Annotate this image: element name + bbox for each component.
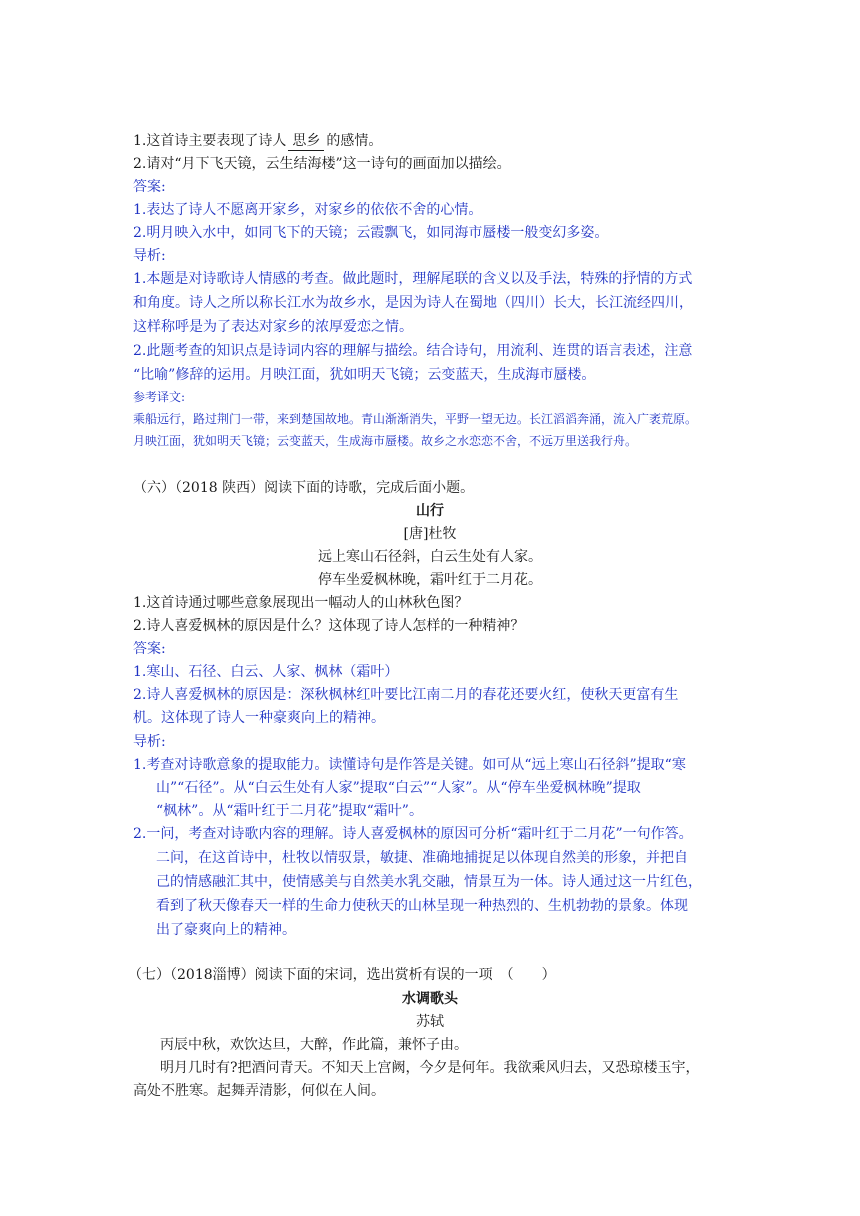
question-1: 1.这首诗通过哪些意象展现出一幅动人的山林秋色图？	[133, 595, 469, 611]
analysis-line: 1.本题是对诗歌诗人情感的考查。做此题时，理解尾联的含义以及手法，特殊的抒情的方式	[133, 271, 693, 287]
answer-label: 答案:	[133, 179, 166, 195]
poem-line: 停车坐爱枫林晚，霜叶红于二月花。	[318, 572, 542, 588]
poem-title: 水调歌头	[402, 991, 458, 1007]
answer-line: 2.明月映入水中，如同飞下的天镜；云霞飘飞，如同海市蜃楼一般变幻多姿。	[133, 225, 609, 241]
analysis-line: 2.一问，考查对诗歌内容的理解。诗人喜爱枫林的原因可分析“霜叶红于二月花”一句作答。	[133, 826, 693, 842]
answer-label: 答案:	[133, 641, 166, 657]
answer-line: 1.表达了诗人不愿离开家乡，对家乡的依依不舍的心情。	[133, 202, 483, 218]
answer-line: 1.寒山、石径、白云、人家、枫林（霜叶）	[133, 664, 399, 680]
answer-blank: 思乡	[288, 132, 324, 151]
analysis-label: 导析:	[133, 248, 166, 264]
analysis-line: 出了豪爽向上的精神。	[156, 922, 296, 938]
poem-body-line: 高处不胜寒。起舞弄清影，何似在人间。	[133, 1083, 385, 1099]
analysis-line: 二问，在这首诗中，杜牧以情驭景，敏捷、准确地捕捉足以体现自然美的形象，并把自	[156, 850, 688, 866]
analysis-line: 和角度。诗人之所以称长江水为故乡水，是因为诗人在蜀地（四川）长大，长江流经四川，	[133, 295, 693, 311]
translation-label: 参考译文:	[133, 390, 186, 404]
question-2: 2.请对“月下飞天镜，云生结海楼”这一诗句的画面加以描绘。	[133, 156, 511, 172]
analysis-line: 2.此题考查的知识点是诗词内容的理解与描绘。结合诗句，用流利、连贯的语言表述，注意	[133, 343, 693, 359]
section-7-intro: （七）（2018淄博）阅读下面的宋词，选出赏析有误的一项 （ ）	[128, 967, 556, 983]
poem-body-line: 明月几时有?把酒问青天。不知天上宫阙，今夕是何年。我欲乘风归去，又恐琼楼玉宇，	[160, 1060, 700, 1076]
translation-line: 月映江面，犹如明天飞镜；云变蓝天，生成海市蜃楼。故乡之水恋恋不舍，不远万里送我行舟。	[133, 434, 638, 448]
poem-preface: 丙辰中秋，欢饮达旦，大醉，作此篇，兼怀子由。	[160, 1037, 468, 1053]
section-6-intro: （六）（2018 陕西）阅读下面的诗歌，完成后面小题。	[133, 480, 475, 496]
question-1-prefix: 1.这首诗主要表现了诗人	[133, 133, 287, 149]
analysis-line: 看到了秋天像春天一样的生命力使秋天的山林呈现一种热烈的、生机勃勃的景象。体现	[156, 898, 688, 914]
poem-author: 苏轼	[416, 1014, 444, 1030]
analysis-line: 这样称呼是为了表达对家乡的浓厚爱恋之情。	[133, 319, 413, 335]
analysis-label: 导析:	[133, 734, 166, 750]
poem-title: 山行	[416, 503, 444, 519]
answer-line: 2.诗人喜爱枫林的原因是：深秋枫林红叶要比江南二月的春花还要火红，使秋天更富有生	[133, 687, 679, 703]
answer-line: 机。这体现了诗人一种豪爽向上的精神。	[133, 710, 385, 726]
analysis-line: 1.考查对诗歌意象的提取能力。读懂诗句是作答是关键。如可从“远上寒山石径斜”提取“寒	[133, 757, 686, 773]
question-1	[133, 130, 382, 152]
analysis-line: 己的情感融汇其中，使情感美与自然美水乳交融，情景互为一体。诗人通过这一片红色，	[156, 874, 702, 890]
poem-author: [唐]杜牧	[403, 526, 457, 542]
poem-line: 远上寒山石径斜，白云生处有人家。	[318, 549, 542, 565]
question-1-suffix: 的感情。	[326, 133, 383, 149]
analysis-line: “比喻”修辞的运用。月映江面，犹如明天飞镜；云变蓝天，生成海市蜃楼。	[133, 367, 596, 383]
translation-line: 乘船远行，路过荆门一带，来到楚国故地。青山渐渐消失，平野一望无边。长江滔滔奔涌，流入广袤荒原。	[133, 412, 698, 426]
analysis-line: “枫林”。从“霜叶红于二月花”提取“霜叶”。	[156, 803, 423, 819]
analysis-line: 山”“石径”。从“白云生处有人家”提取“白云”“人家”。从“停车坐爱枫林晚”提取	[156, 780, 641, 796]
question-2: 2.诗人喜爱枫林的原因是什么？这体现了诗人怎样的一种精神？	[133, 618, 525, 634]
